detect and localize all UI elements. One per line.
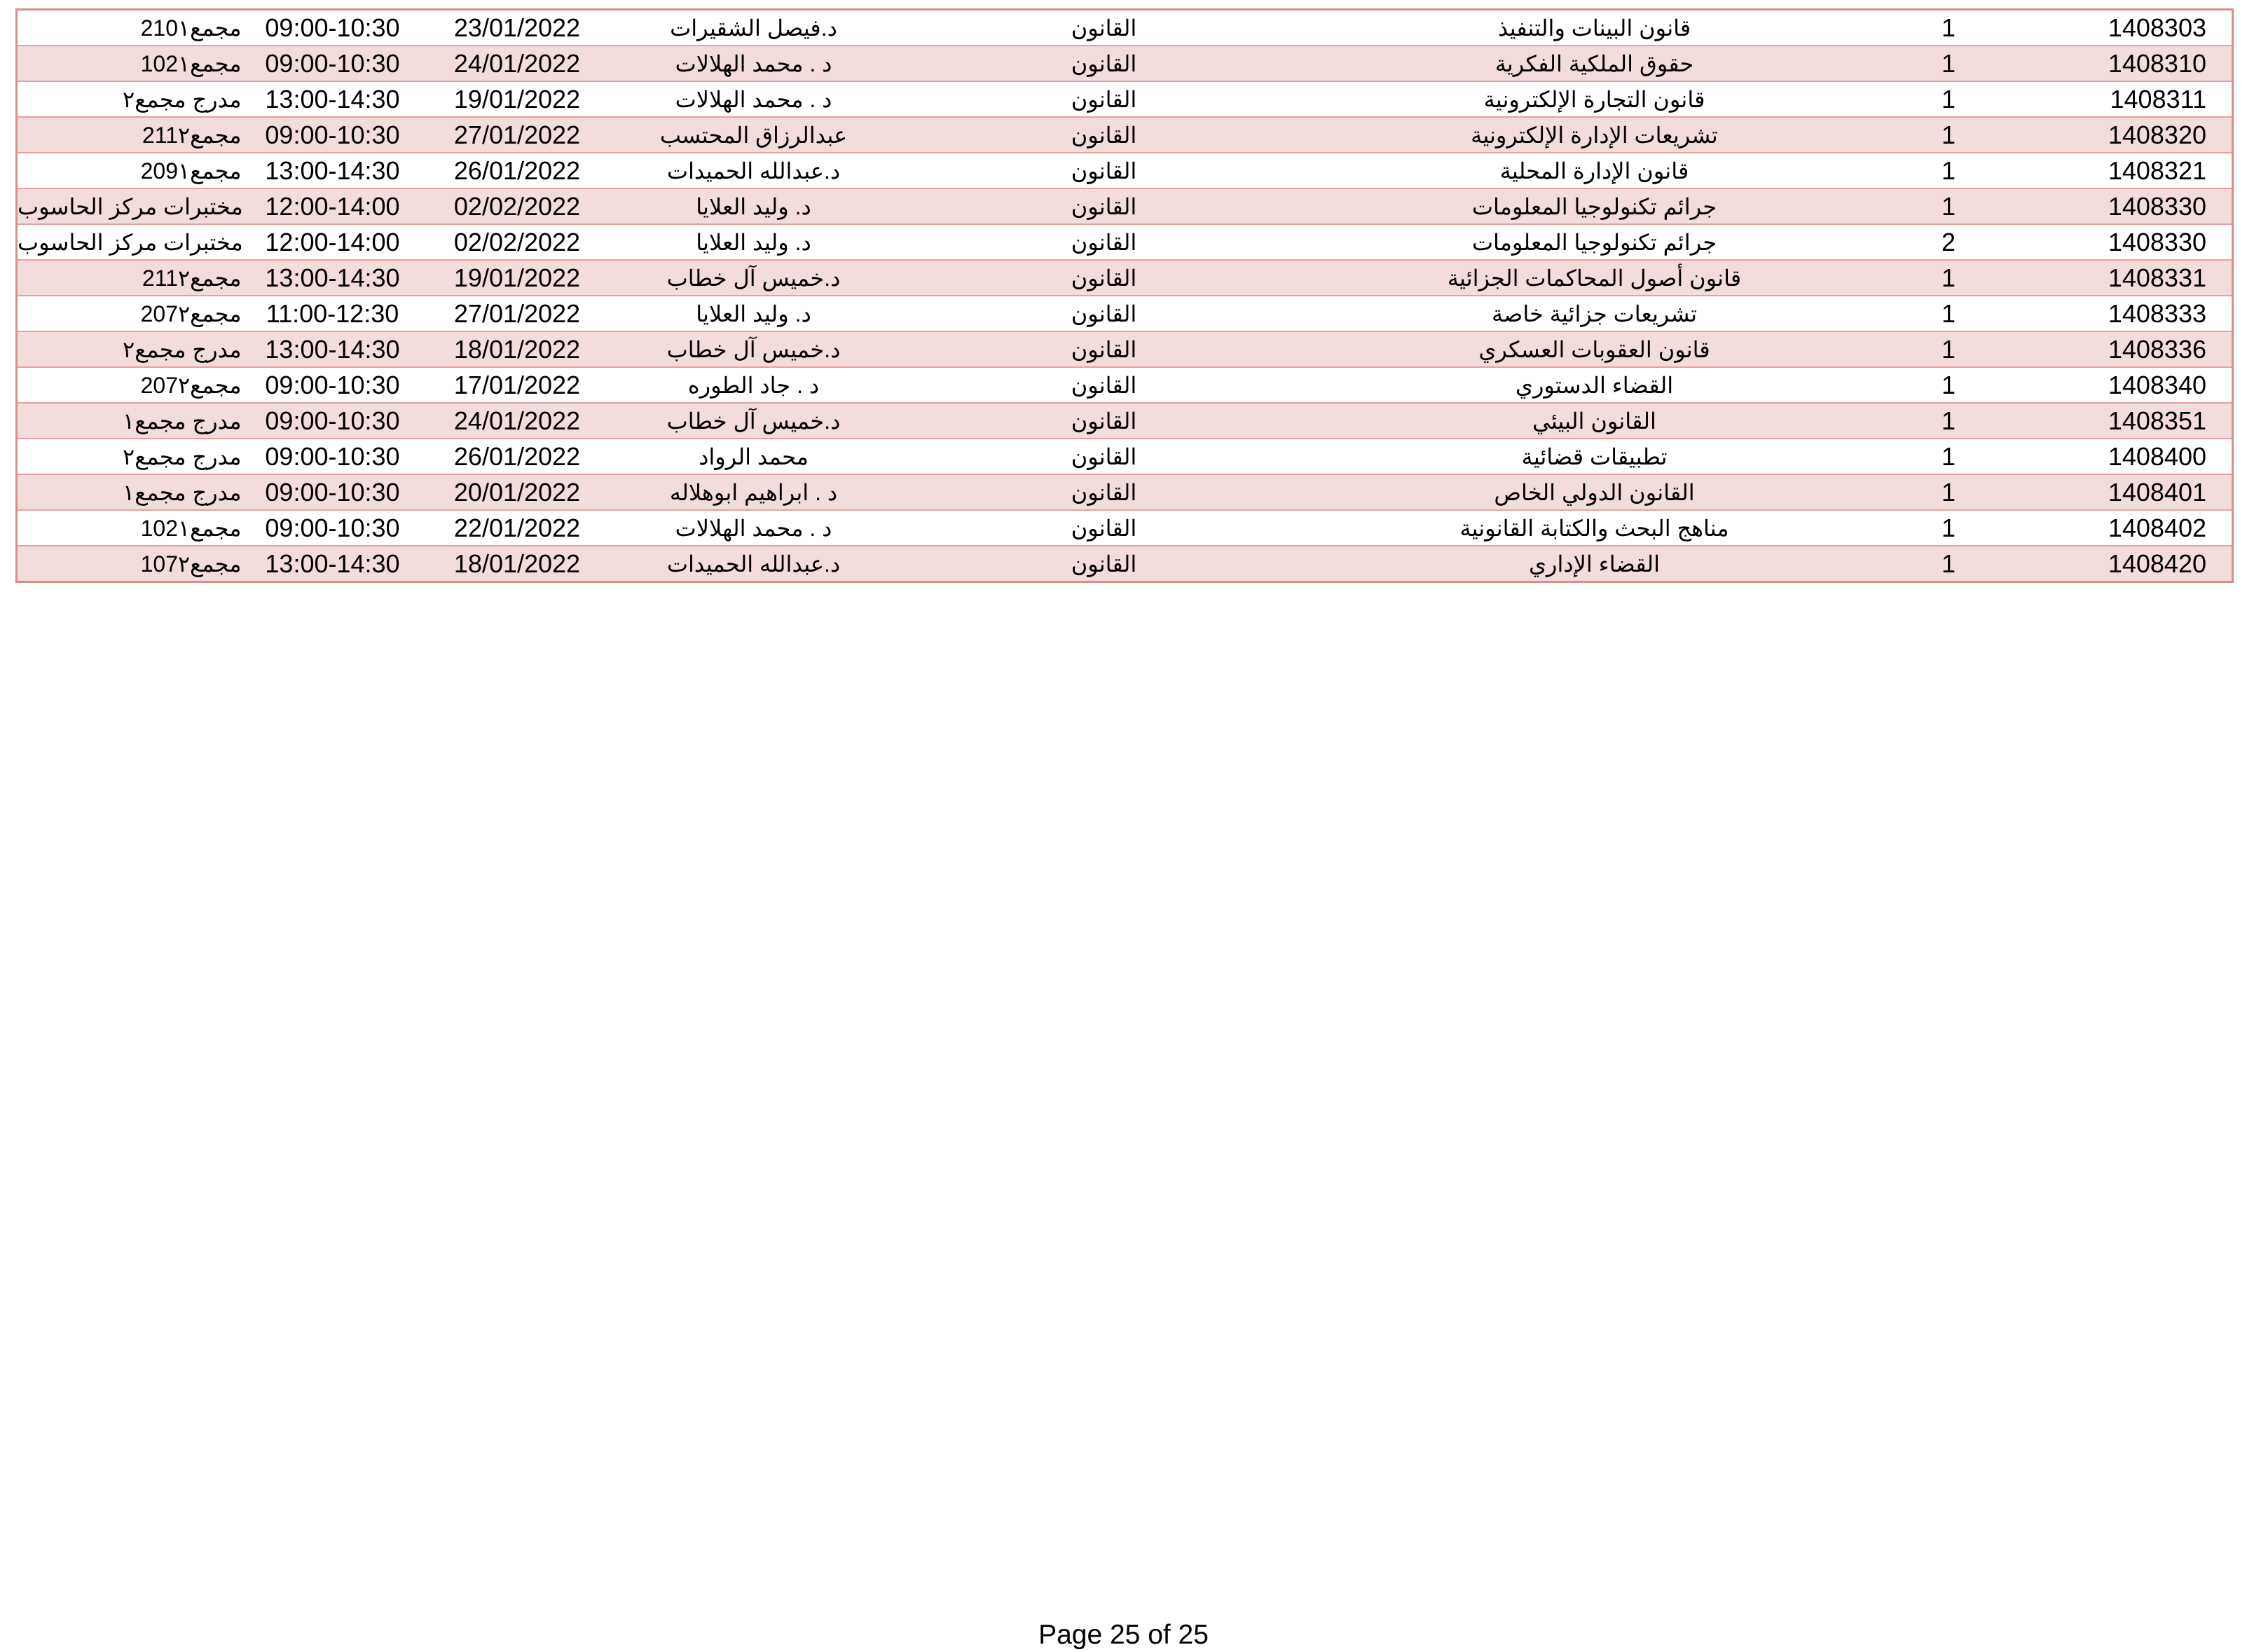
department-cell: القانون — [894, 546, 1314, 582]
date-cell: 17/01/2022 — [421, 367, 614, 403]
section-cell: 1 — [1875, 81, 2023, 117]
section-cell: 1 — [1875, 10, 2023, 46]
course-name-cell: قانون العقوبات العسكري — [1314, 331, 1875, 367]
table-row — [17, 81, 2233, 117]
room-cell: 207مجمع٢ — [17, 296, 245, 331]
course-name-cell: حقوق الملكية الفكرية — [1314, 46, 1875, 81]
section-cell: 1 — [1875, 296, 2023, 331]
instructor-cell: د.خميس آل خطاب — [614, 403, 894, 439]
course-name-cell: قانون التجارة الإلكترونية — [1314, 81, 1875, 117]
course-code-cell: 1408320 — [2023, 117, 2233, 153]
instructor-cell: د . محمد الهلالات — [614, 46, 894, 81]
room-cell: مدرج مجمع١ — [17, 403, 245, 439]
department-cell: القانون — [894, 439, 1314, 474]
room-cell: مدرج مجمع٢ — [17, 81, 245, 117]
time-cell: 13:00-14:30 — [245, 260, 421, 296]
course-code-cell: 1408330 — [2023, 188, 2233, 224]
date-cell: 27/01/2022 — [421, 117, 614, 153]
time-cell: 09:00-10:30 — [245, 439, 421, 474]
table-row — [17, 439, 2233, 474]
course-name-cell: تشريعات الإدارة الإلكترونية — [1314, 117, 1875, 153]
course-name-cell: جرائم تكنولوجيا المعلومات — [1314, 224, 1875, 260]
instructor-cell: د.عبدالله الحميدات — [614, 546, 894, 582]
instructor-cell: محمد الرواد — [614, 439, 894, 474]
department-cell: القانون — [894, 296, 1314, 331]
time-cell: 13:00-14:30 — [245, 153, 421, 188]
section-cell: 1 — [1875, 260, 2023, 296]
section-cell: 1 — [1875, 439, 2023, 474]
room-cell: مختبرات مركز الحاسوب — [17, 188, 245, 224]
course-code-cell: 1408333 — [2023, 296, 2233, 331]
room-cell: 107مجمع٢ — [17, 546, 245, 582]
room-cell: 209مجمع١ — [17, 153, 245, 188]
instructor-cell: د . محمد الهلالات — [614, 81, 894, 117]
room-cell: 102مجمع١ — [17, 46, 245, 81]
date-cell: 24/01/2022 — [421, 46, 614, 81]
time-cell: 09:00-10:30 — [245, 117, 421, 153]
section-cell: 1 — [1875, 403, 2023, 439]
time-cell: 09:00-10:30 — [245, 403, 421, 439]
department-cell: القانون — [894, 117, 1314, 153]
table-row — [17, 474, 2233, 510]
course-code-cell: 1408321 — [2023, 153, 2233, 188]
section-cell: 1 — [1875, 546, 2023, 582]
table-row — [17, 153, 2233, 188]
course-code-cell: 1408351 — [2023, 403, 2233, 439]
department-cell: القانون — [894, 367, 1314, 403]
instructor-cell: د. وليد العلايا — [614, 224, 894, 260]
course-code-cell: 1408336 — [2023, 331, 2233, 367]
instructor-cell: د. وليد العلايا — [614, 296, 894, 331]
room-cell: 211مجمع٢ — [17, 260, 245, 296]
course-code-cell: 1408310 — [2023, 46, 2233, 81]
instructor-cell: د . جاد الطوره — [614, 367, 894, 403]
course-code-cell: 1408330 — [2023, 224, 2233, 260]
course-name-cell: تطبيقات قضائية — [1314, 439, 1875, 474]
table-row — [17, 188, 2233, 224]
instructor-cell: د . محمد الهلالات — [614, 510, 894, 546]
section-cell: 2 — [1875, 224, 2023, 260]
instructor-cell: د.خميس آل خطاب — [614, 260, 894, 296]
department-cell: القانون — [894, 81, 1314, 117]
room-cell: 102مجمع١ — [17, 510, 245, 546]
date-cell: 22/01/2022 — [421, 510, 614, 546]
section-cell: 1 — [1875, 188, 2023, 224]
table-row — [17, 367, 2233, 403]
room-cell: مختبرات مركز الحاسوب — [17, 224, 245, 260]
course-name-cell: قانون أصول المحاكمات الجزائية — [1314, 260, 1875, 296]
date-cell: 02/02/2022 — [421, 188, 614, 224]
department-cell: القانون — [894, 153, 1314, 188]
instructor-cell: د . ابراهيم ابوهلاله — [614, 474, 894, 510]
department-cell: القانون — [894, 331, 1314, 367]
course-name-cell: جرائم تكنولوجيا المعلومات — [1314, 188, 1875, 224]
instructor-cell: عبدالرزاق المحتسب — [614, 117, 894, 153]
time-cell: 09:00-10:30 — [245, 46, 421, 81]
date-cell: 23/01/2022 — [421, 10, 614, 46]
course-name-cell: القانون الدولي الخاص — [1314, 474, 1875, 510]
page-number: Page 25 of 25 — [1038, 1620, 1209, 1650]
course-name-cell: تشريعات جزائية خاصة — [1314, 296, 1875, 331]
table-row — [17, 546, 2233, 582]
section-cell: 1 — [1875, 331, 2023, 367]
section-cell: 1 — [1875, 153, 2023, 188]
course-name-cell: قانون الإدارة المحلية — [1314, 153, 1875, 188]
date-cell: 18/01/2022 — [421, 331, 614, 367]
instructor-cell: د. وليد العلايا — [614, 188, 894, 224]
date-cell: 20/01/2022 — [421, 474, 614, 510]
department-cell: القانون — [894, 10, 1314, 46]
instructor-cell: د.خميس آل خطاب — [614, 331, 894, 367]
course-name-cell: القضاء الإداري — [1314, 546, 1875, 582]
date-cell: 26/01/2022 — [421, 439, 614, 474]
table-row — [17, 224, 2233, 260]
time-cell: 09:00-10:30 — [245, 10, 421, 46]
course-name-cell: القضاء الدستوري — [1314, 367, 1875, 403]
instructor-cell: د.فيصل الشقيرات — [614, 10, 894, 46]
date-cell: 19/01/2022 — [421, 81, 614, 117]
room-cell: 211مجمع٢ — [17, 117, 245, 153]
date-cell: 19/01/2022 — [421, 260, 614, 296]
table-row — [17, 510, 2233, 546]
date-cell: 18/01/2022 — [421, 546, 614, 582]
time-cell: 09:00-10:30 — [245, 474, 421, 510]
table-row — [17, 331, 2233, 367]
department-cell: القانون — [894, 188, 1314, 224]
time-cell: 11:00-12:30 — [245, 296, 421, 331]
table-row — [17, 46, 2233, 81]
date-cell: 02/02/2022 — [421, 224, 614, 260]
course-code-cell: 1408311 — [2023, 81, 2233, 117]
room-cell: 210مجمع١ — [17, 10, 245, 46]
department-cell: القانون — [894, 403, 1314, 439]
date-cell: 27/01/2022 — [421, 296, 614, 331]
course-code-cell: 1408400 — [2023, 439, 2233, 474]
time-cell: 12:00-14:00 — [245, 224, 421, 260]
exam-schedule-body — [17, 10, 2233, 582]
course-name-cell: قانون البينات والتنفيذ — [1314, 10, 1875, 46]
room-cell: مدرج مجمع٢ — [17, 439, 245, 474]
room-cell: مدرج مجمع١ — [17, 474, 245, 510]
room-cell: مدرج مجمع٢ — [17, 331, 245, 367]
course-code-cell: 1408402 — [2023, 510, 2233, 546]
table-row — [17, 296, 2233, 331]
time-cell: 09:00-10:30 — [245, 367, 421, 403]
time-cell: 13:00-14:30 — [245, 546, 421, 582]
date-cell: 24/01/2022 — [421, 403, 614, 439]
room-cell: 207مجمع٢ — [17, 367, 245, 403]
department-cell: القانون — [894, 474, 1314, 510]
time-cell: 13:00-14:30 — [245, 81, 421, 117]
section-cell: 1 — [1875, 117, 2023, 153]
course-name-cell: القانون البيئي — [1314, 403, 1875, 439]
time-cell: 13:00-14:30 — [245, 331, 421, 367]
department-cell: القانون — [894, 260, 1314, 296]
course-code-cell: 1408401 — [2023, 474, 2233, 510]
section-cell: 1 — [1875, 474, 2023, 510]
date-cell: 26/01/2022 — [421, 153, 614, 188]
department-cell: القانون — [894, 46, 1314, 81]
course-name-cell: مناهج البحث والكتابة القانونية — [1314, 510, 1875, 546]
section-cell: 1 — [1875, 510, 2023, 546]
course-code-cell: 1408303 — [2023, 10, 2233, 46]
table-row — [17, 260, 2233, 296]
section-cell: 1 — [1875, 367, 2023, 403]
section-cell: 1 — [1875, 46, 2023, 81]
course-code-cell: 1408331 — [2023, 260, 2233, 296]
table-row — [17, 403, 2233, 439]
table-row — [17, 117, 2233, 153]
time-cell: 09:00-10:30 — [245, 510, 421, 546]
department-cell: القانون — [894, 510, 1314, 546]
time-cell: 12:00-14:00 — [245, 188, 421, 224]
instructor-cell: د.عبدالله الحميدات — [614, 153, 894, 188]
department-cell: القانون — [894, 224, 1314, 260]
course-code-cell: 1408340 — [2023, 367, 2233, 403]
course-code-cell: 1408420 — [2023, 546, 2233, 582]
exam-schedule-table — [15, 8, 2234, 583]
table-row — [17, 10, 2233, 46]
